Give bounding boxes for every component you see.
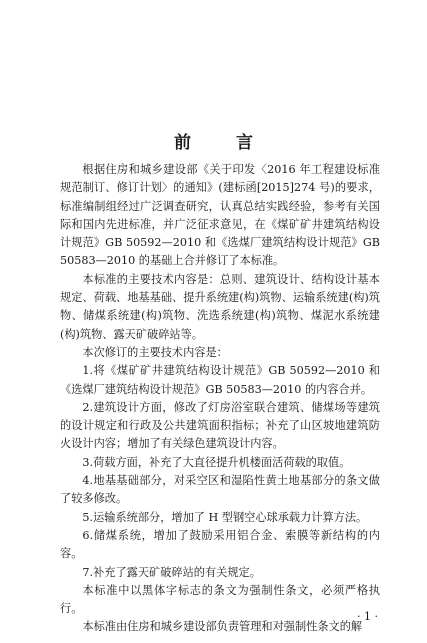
paragraph-item-3: 3.荷载方面，补充了大直径提升机楼面活荷载的取值。: [82, 455, 351, 469]
preface-body: [60, 161, 380, 637]
paragraph-item-2: 2.建筑设计方面，修改了灯房浴室联合建筑、储煤场等建筑的设计规定和行政及公共建筑面积指标；补充了山区坡地建筑防火设计内容；增加了有关绿色建筑设计内容。: [60, 400, 380, 451]
paragraph-intro: 根据住房和城乡建设部《关于印发〈2016 年工程建设标准规范制订、修订计划〉的通知》(建标函[2015]274 号)的要求，标准编制组经过广泛调查研究，认真总结实践经验，参考有关国际和国内先进标准，并广泛征求意见，在《煤矿矿井建筑结构设计规范》GB 50592—2010 和《选煤厂建筑结构设计规范》GB 50583—2010 的基础上合并修订了本标准。: [60, 163, 380, 268]
page-title: 前 言: [174, 133, 267, 153]
paragraph-mandatory-note: 本标准中以黑体字标志的条文为强制性条文，必须严格执行。: [60, 583, 380, 616]
paragraph-item-7: 7.补充了露天矿破碎站的有关规定。: [82, 565, 261, 579]
paragraph-item-4: 4.地基基础部分，对采空区和湿陷性黄土地基部分的条文做了较多修改。: [60, 474, 380, 506]
paragraph-item-1: 1.将《煤矿矿井建筑结构设计规范》GB 50592—2010 和《选煤厂建筑结构设计规范》GB 50583—2010 的内容合并。: [60, 364, 380, 396]
paragraph-item-6: 6.储煤系统，增加了鼓励采用铝合金、索膜等新结构的内容。: [60, 528, 380, 561]
paragraph-management: 本标准由住房和城乡建设部负责管理和对强制性条文的解: [82, 620, 363, 634]
paragraph-main-content: 本标准的主要技术内容是：总则、建筑设计、结构设计基本规定、荷载、地基基础、提升系统建(构)筑物、运输系统建(构)筑物、储煤系统建(构)筑物、洗选系统建(构)筑物、煤泥水系统建(构)筑物、露天矿破碎站等。: [60, 272, 380, 341]
page-number: · 1 ·: [357, 610, 378, 623]
paragraph-item-5: 5.运输系统部分，增加了 H 型钢空心球承载力计算方法。: [82, 510, 368, 524]
paragraph-revision-lead: 本次修订的主要技术内容是：: [82, 345, 228, 359]
